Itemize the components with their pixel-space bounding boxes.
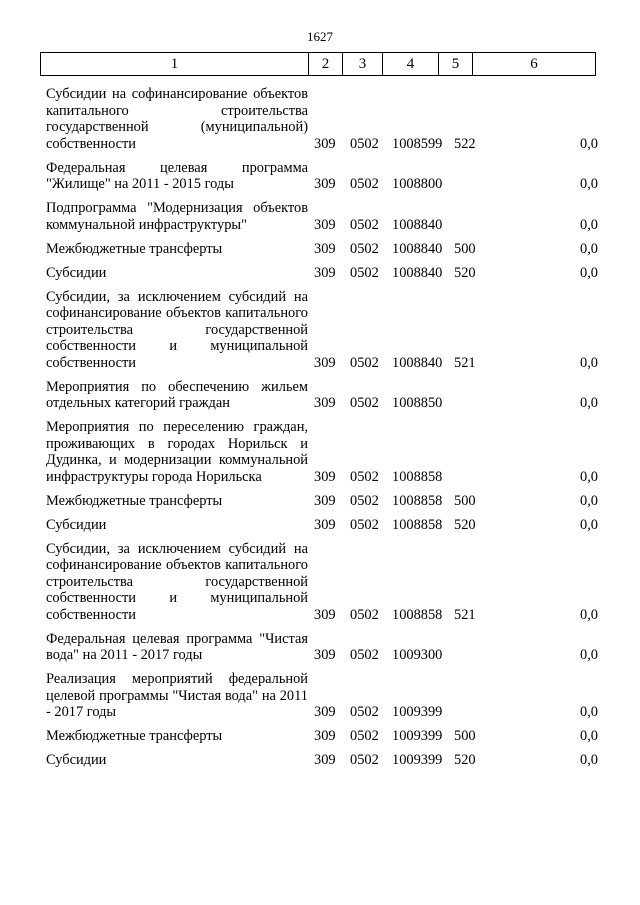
row-expense-type: 500 — [454, 492, 476, 509]
row-amount: 0,0 — [580, 752, 598, 768]
table-row — [46, 86, 598, 152]
row-name: Реализация мероприятий федеральной целевой программы "Чистая вода" на 2011 - 2017 годы — [46, 671, 308, 720]
row-subsection: 0502 — [350, 647, 379, 663]
row-subsection: 0502 — [350, 516, 379, 533]
row-amount: 0,0 — [580, 647, 598, 663]
row-expense-type: 500 — [454, 240, 476, 257]
row-section: 309 — [314, 264, 336, 281]
row-subsection: 0502 — [350, 704, 379, 720]
table-row — [46, 541, 598, 624]
table-header — [40, 52, 596, 76]
row-target-code: 1008858 — [392, 492, 443, 509]
page-number: 1627 — [307, 29, 333, 44]
row-subsection: 0502 — [350, 728, 379, 744]
row-subsection: 0502 — [350, 264, 379, 281]
row-section: 309 — [314, 728, 336, 744]
table-row — [46, 160, 598, 193]
row-name: Межбюджетные трансферты — [46, 728, 223, 744]
row-name: Субсидии, за исключением субсидий на софинансирование объектов капитального строительства государственной собственности и муниципальной собственности — [46, 288, 308, 371]
header-col-6: 6 — [530, 55, 538, 72]
row-target-code: 1008800 — [392, 176, 443, 192]
row-section: 309 — [314, 240, 336, 257]
table-row — [46, 517, 598, 534]
row-expense-type: 520 — [454, 516, 476, 533]
row-section: 309 — [314, 606, 336, 623]
row-section: 309 — [314, 647, 336, 663]
row-amount: 0,0 — [580, 468, 598, 485]
row-name: Мероприятия по обеспечению жильем отдельных категорий граждан — [46, 378, 308, 411]
row-target-code: 1008599 — [392, 135, 443, 152]
row-target-code: 1008840 — [392, 264, 443, 281]
row-name: Субсидии, за исключением субсидий на софинансирование объектов капитального строительства государственной собственности и муниципальной собственности — [46, 540, 308, 623]
table-row — [46, 379, 598, 412]
row-subsection: 0502 — [350, 606, 379, 623]
row-section: 309 — [314, 176, 336, 192]
row-name: Мероприятия по переселению граждан, проживающих в городах Норильск и Дудинка, и модернизации коммунальной инфраструктуры города Норильска — [46, 419, 308, 485]
header-col-5: 5 — [439, 53, 473, 75]
header-col-1: 1 — [41, 53, 309, 75]
table-row — [46, 728, 598, 745]
table-row — [46, 419, 598, 485]
row-target-code: 1008858 — [392, 468, 443, 485]
row-target-code: 1009399 — [392, 704, 443, 720]
row-expense-type: 500 — [454, 728, 476, 744]
row-expense-type: 520 — [454, 264, 476, 281]
row-target-code: 1009300 — [392, 647, 443, 663]
row-name: Межбюджетные трансферты — [46, 492, 223, 509]
row-expense-type: 521 — [454, 606, 476, 623]
table-row — [46, 631, 598, 664]
table-body — [46, 86, 598, 776]
row-name: Субсидии — [46, 264, 107, 281]
table-row — [46, 289, 598, 372]
row-name: Федеральная целевая программа "Чистая вода" на 2011 - 2017 годы — [46, 630, 308, 663]
row-expense-type: 520 — [454, 752, 476, 768]
table-row — [46, 752, 598, 769]
row-name: Субсидии — [46, 516, 107, 533]
row-section: 309 — [314, 752, 336, 768]
row-target-code: 1008840 — [392, 354, 443, 371]
row-amount: 0,0 — [580, 395, 598, 411]
header-col-2: 2 — [309, 53, 343, 75]
row-amount: 0,0 — [580, 135, 598, 152]
row-subsection: 0502 — [350, 216, 379, 233]
row-subsection: 0502 — [350, 752, 379, 768]
row-section: 309 — [314, 516, 336, 533]
table-row — [46, 200, 598, 233]
table-row — [46, 265, 598, 282]
row-section: 309 — [314, 354, 336, 371]
row-section: 309 — [314, 395, 336, 411]
row-amount: 0,0 — [580, 176, 598, 192]
row-subsection: 0502 — [350, 354, 379, 371]
row-amount: 0,0 — [580, 264, 598, 281]
row-subsection: 0502 — [350, 492, 379, 509]
row-expense-type: 521 — [454, 354, 476, 371]
row-subsection: 0502 — [350, 176, 379, 192]
row-subsection: 0502 — [350, 135, 379, 152]
row-name: Межбюджетные трансферты — [46, 240, 223, 257]
row-section: 309 — [314, 492, 336, 509]
row-name: Подпрограмма "Модернизация объектов коммунальной инфраструктуры" — [46, 200, 308, 233]
table-row — [46, 241, 598, 258]
row-amount: 0,0 — [580, 516, 598, 533]
row-target-code: 1008840 — [392, 240, 443, 257]
row-target-code: 1009399 — [392, 728, 443, 744]
row-target-code: 1008840 — [392, 216, 443, 233]
row-section: 309 — [314, 468, 336, 485]
row-amount: 0,0 — [580, 354, 598, 371]
header-col-4: 4 — [383, 53, 439, 75]
row-target-code: 1008858 — [392, 516, 443, 533]
table-row — [46, 493, 598, 510]
row-target-code: 1008858 — [392, 606, 443, 623]
row-amount: 0,0 — [580, 728, 598, 744]
table-row — [46, 671, 598, 721]
row-target-code: 1008850 — [392, 395, 443, 411]
row-name: Субсидии на софинансирование объектов капитального строительства государственной (муниципальной) собственности — [46, 86, 308, 152]
row-amount: 0,0 — [580, 606, 598, 623]
row-amount: 0,0 — [580, 704, 598, 720]
row-section: 309 — [314, 135, 336, 152]
row-subsection: 0502 — [350, 395, 379, 411]
row-amount: 0,0 — [580, 492, 598, 509]
row-subsection: 0502 — [350, 468, 379, 485]
row-target-code: 1009399 — [392, 752, 443, 768]
row-expense-type: 522 — [454, 135, 476, 152]
row-amount: 0,0 — [580, 240, 598, 257]
header-col-3: 3 — [343, 53, 383, 75]
row-subsection: 0502 — [350, 240, 379, 257]
row-section: 309 — [314, 216, 336, 233]
row-amount: 0,0 — [580, 216, 598, 233]
row-name: Федеральная целевая программа "Жилище" на 2011 - 2015 годы — [46, 159, 308, 192]
row-section: 309 — [314, 704, 336, 720]
row-name: Субсидии — [46, 752, 107, 768]
